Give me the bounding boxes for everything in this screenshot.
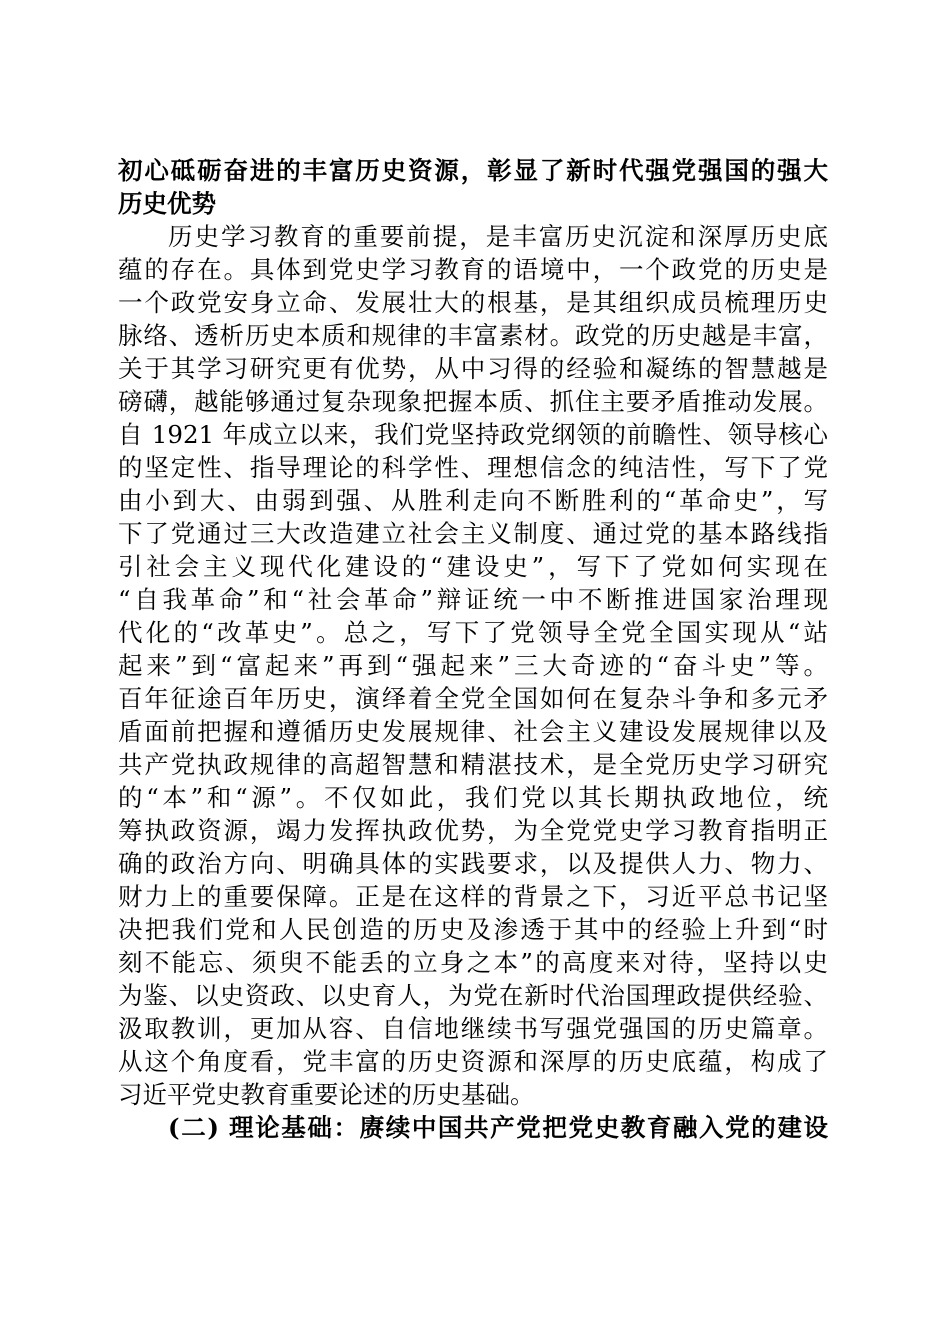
paragraph-line: 从这个角度看，党丰富的历史资源和深厚的历史底蕴，构成了 — [118, 1047, 828, 1076]
section-heading-line-2: 历史优势 — [118, 189, 216, 218]
paragraph-line: 关于其学习研究更有优势，从中习得的经验和凝练的智慧越是 — [118, 354, 828, 383]
paragraph-line: 一个政党安身立命、发展壮大的根基，是其组织成员梳理历史 — [118, 288, 828, 317]
paragraph-line: 筹执政资源，竭力发挥执政优势，为全党党史学习教育指明正 — [118, 816, 828, 845]
paragraph-line: 由小到大、由弱到强、从胜利走向不断胜利的“革命史”，写 — [118, 486, 828, 515]
paragraph-line: 刻不能忘、须臾不能丢的立身之本”的高度来对待，坚持以史 — [118, 948, 828, 977]
paragraph-line: 历史学习教育的重要前提，是丰富历史沉淀和深厚历史底 — [168, 222, 828, 251]
paragraph-line: 脉络、透析历史本质和规律的丰富素材。政党的历史越是丰富， — [118, 321, 828, 350]
paragraph-line: 确的政治方向、明确具体的实践要求，以及提供人力、物力、 — [118, 849, 828, 878]
subsection-heading: (二) 理论基础：赓续中国共产党把党史教育融入党的建设 — [168, 1113, 828, 1142]
paragraph-line: 的坚定性、指导理论的科学性、理想信念的纯洁性，写下了党 — [118, 453, 828, 482]
paragraph-line: “自我革命”和“社会革命”辩证统一中不断推进国家治理现 — [118, 585, 828, 614]
paragraph-line: 决把我们党和人民创造的历史及渗透于其中的经验上升到“时 — [118, 915, 828, 944]
paragraph-line: 代化的“改革史”。总之，写下了党领导全党全国实现从“站 — [118, 618, 828, 647]
paragraph-line: 磅礴，越能够通过复杂现象把握本质、抓住主要矛盾推动发展。 — [118, 387, 828, 416]
paragraph-line: 起来”到“富起来”再到“强起来”三大奇迹的“奋斗史”等。 — [118, 651, 828, 680]
paragraph-line: 汲取教训，更加从容、自信地继续书写强党强国的历史篇章。 — [118, 1014, 828, 1043]
paragraph-line: 盾面前把握和遵循历史发展规律、社会主义建设发展规律以及 — [118, 717, 828, 746]
paragraph-line: 蕴的存在。具体到党史学习教育的语境中，一个政党的历史是 — [118, 255, 828, 284]
paragraph-line: 财力上的重要保障。正是在这样的背景之下，习近平总书记坚 — [118, 882, 828, 911]
paragraph-line: 的“本”和“源”。不仅如此，我们党以其长期执政地位，统 — [118, 783, 828, 812]
paragraph-line: 共产党执政规律的高超智慧和精湛技术，是全党历史学习研究 — [118, 750, 828, 779]
paragraph-line: 引社会主义现代化建设的“建设史”，写下了党如何实现在 — [118, 552, 828, 581]
paragraph-line: 自 1921 年成立以来，我们党坚持政党纲领的前瞻性、领导核心 — [118, 420, 828, 449]
paragraph-line: 百年征途百年历史，演绎着全党全国如何在复杂斗争和多元矛 — [118, 684, 828, 713]
section-heading-line-1: 初心砥砺奋进的丰富历史资源，彰显了新时代强党强国的强大 — [118, 156, 828, 185]
paragraph-line: 下了党通过三大改造建立社会主义制度、通过党的基本路线指 — [118, 519, 828, 548]
paragraph-line: 习近平党史教育重要论述的历史基础。 — [118, 1080, 535, 1109]
paragraph-line: 为鉴、以史资政、以史育人，为党在新时代治国理政提供经验、 — [118, 981, 828, 1010]
